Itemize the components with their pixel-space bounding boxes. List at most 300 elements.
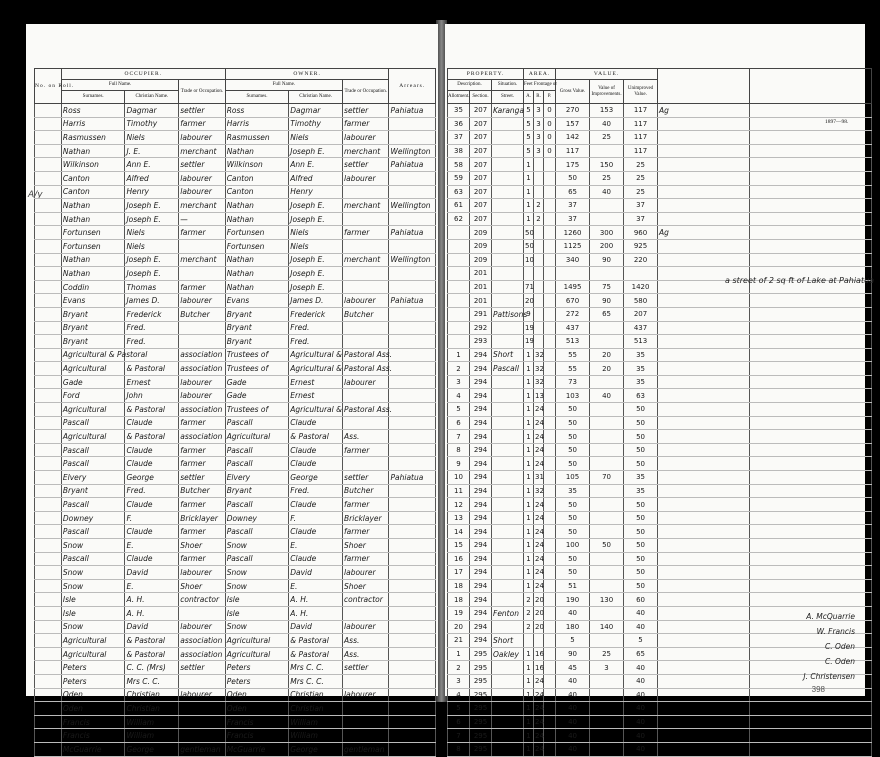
- table-row: [448, 307, 872, 321]
- table-row: [448, 131, 872, 145]
- table-row: [35, 171, 436, 185]
- arrears-cell: [389, 321, 436, 335]
- area-r-cell: 24: [534, 525, 544, 539]
- section-cell: 207: [470, 199, 492, 213]
- table-row: [448, 702, 872, 716]
- occupier-christian-name: William: [125, 715, 179, 729]
- section-cell: 294: [470, 498, 492, 512]
- street-cell: [492, 253, 524, 267]
- allotment-cell: 21: [448, 634, 470, 648]
- roll-number: [35, 117, 62, 131]
- occupier-surname: Isle: [61, 593, 125, 607]
- unimproved-value-cell: 60: [624, 593, 658, 607]
- note-cell: [658, 702, 750, 716]
- street-cell: [492, 443, 524, 457]
- area-r-cell: 32: [534, 484, 544, 498]
- unimproved-value-cell: 50: [624, 416, 658, 430]
- improvements-value-cell: 65: [590, 307, 624, 321]
- tick-cell: [750, 348, 872, 362]
- tick-cell: [750, 443, 872, 457]
- occupier-trade: association: [179, 647, 225, 661]
- area-r-cell: 24: [534, 443, 544, 457]
- roll-number: [35, 620, 62, 634]
- occupier-christian-name: C. C. (Mrs): [125, 661, 179, 675]
- owner-surname: Evans: [225, 294, 289, 308]
- owner-trade: [343, 674, 389, 688]
- owner-trade: Bricklayer: [343, 511, 389, 525]
- occupier-surname: Ross: [61, 104, 125, 118]
- table-row: [35, 688, 436, 702]
- owner-surname: Agricultural: [225, 647, 289, 661]
- area-p-cell: [544, 647, 556, 661]
- occupier-trade: settler: [179, 158, 225, 172]
- area-p-cell: [544, 715, 556, 729]
- area-p-cell: [544, 742, 556, 756]
- area-r-cell: 32: [534, 375, 544, 389]
- section-cell: 207: [470, 171, 492, 185]
- unimproved-value-cell: 960: [624, 226, 658, 240]
- section-cell: 294: [470, 525, 492, 539]
- area-r-cell: [534, 185, 544, 199]
- occupier-trade: settler: [179, 471, 225, 485]
- owner-christian-name: George: [289, 471, 343, 485]
- note-cell: [658, 199, 750, 213]
- table-row: [448, 253, 872, 267]
- occupier-christian-name: Alfred: [125, 171, 179, 185]
- area-a-cell: 1: [524, 158, 534, 172]
- area-p-cell: 0: [544, 131, 556, 145]
- occupier-trade: farmer: [179, 117, 225, 131]
- occupier-surname: Gade: [61, 375, 125, 389]
- area-a-cell: 1: [524, 212, 534, 226]
- gross-value-cell: 1125: [556, 239, 590, 253]
- improvements-value-cell: [590, 199, 624, 213]
- col-allotment: Allotment.: [448, 91, 470, 104]
- area-p-cell: [544, 307, 556, 321]
- table-row: [35, 267, 436, 281]
- arrears-cell: Pahiatua: [389, 226, 436, 240]
- section-cell: 294: [470, 430, 492, 444]
- area-p-cell: [544, 403, 556, 417]
- area-a-cell: 5: [524, 117, 534, 131]
- area-r-cell: [534, 634, 544, 648]
- area-a-cell: 1: [524, 457, 534, 471]
- owner-surname: Trustees of: [225, 403, 289, 417]
- occupier-trade: farmer: [179, 457, 225, 471]
- area-p-cell: [544, 566, 556, 580]
- tick-cell: [750, 362, 872, 376]
- occupier-trade: labourer: [179, 620, 225, 634]
- street-cell: [492, 158, 524, 172]
- improvements-value-cell: [590, 430, 624, 444]
- area-r-cell: [534, 267, 544, 281]
- tick-cell: [750, 566, 872, 580]
- area-a-cell: 10: [524, 253, 534, 267]
- owner-christian-name: Niels: [289, 226, 343, 240]
- unimproved-value-cell: 437: [624, 321, 658, 335]
- table-row: [448, 457, 872, 471]
- table-row: [448, 729, 872, 743]
- roll-number: [35, 661, 62, 675]
- section-cell: 293: [470, 335, 492, 349]
- owner-trade: [343, 321, 389, 335]
- area-p-cell: [544, 226, 556, 240]
- area-a-cell: 1: [524, 171, 534, 185]
- area-r-cell: 24: [534, 416, 544, 430]
- col-year: [750, 69, 872, 104]
- gross-value-cell: 103: [556, 389, 590, 403]
- occupier-christian-name: Claude: [125, 552, 179, 566]
- note-cell: [658, 498, 750, 512]
- section-cell: 295: [470, 729, 492, 743]
- tick-cell: [750, 321, 872, 335]
- gross-value-cell: 55: [556, 362, 590, 376]
- area-p-cell: [544, 185, 556, 199]
- tick-cell: [750, 375, 872, 389]
- owner-surname: Agricultural: [225, 430, 289, 444]
- street-cell: [492, 375, 524, 389]
- col-r: R.: [534, 91, 544, 104]
- col-section: Section.: [470, 91, 492, 104]
- owner-christian-name: Niels: [289, 131, 343, 145]
- table-row: [448, 443, 872, 457]
- owner-trade: Pastoral Ass.: [343, 348, 389, 362]
- tick-cell: [750, 253, 872, 267]
- area-r-cell: 24: [534, 674, 544, 688]
- unimproved-value-cell: 580: [624, 294, 658, 308]
- improvements-value-cell: [590, 144, 624, 158]
- section-cell: 292: [470, 321, 492, 335]
- area-r-cell: 3: [534, 117, 544, 131]
- section-cell: 207: [470, 117, 492, 131]
- owner-trade: Ass.: [343, 634, 389, 648]
- table-row: [448, 484, 872, 498]
- occupier-surname: Bryant: [61, 484, 125, 498]
- occupier-surname: Coddin: [61, 280, 125, 294]
- improvements-value-cell: 130: [590, 593, 624, 607]
- owner-trade: Ass.: [343, 647, 389, 661]
- table-row: [35, 131, 436, 145]
- allotment-cell: 19: [448, 606, 470, 620]
- improvements-value-cell: [590, 634, 624, 648]
- street-cell: Short: [492, 348, 524, 362]
- area-a-cell: 1: [524, 579, 534, 593]
- tick-cell: [750, 729, 872, 743]
- owner-christian-name: Claude: [289, 457, 343, 471]
- table-row: [448, 647, 872, 661]
- occupier-christian-name: David: [125, 620, 179, 634]
- unimproved-value-cell: 40: [624, 606, 658, 620]
- gross-value-cell: 175: [556, 158, 590, 172]
- owner-surname: Fortunsen: [225, 226, 289, 240]
- tick-cell: [750, 715, 872, 729]
- owner-surname: Francis: [225, 729, 289, 743]
- owner-christian-name: Ann E.: [289, 158, 343, 172]
- area-p-cell: [544, 484, 556, 498]
- area-a-cell: 2: [524, 593, 534, 607]
- table-row: [448, 593, 872, 607]
- occupier-christian-name: Henry: [125, 185, 179, 199]
- arrears-cell: [389, 443, 436, 457]
- occupier-surname: Agricultural: [61, 403, 125, 417]
- owner-trade: [343, 457, 389, 471]
- note-cell: [658, 579, 750, 593]
- owner-trade: Shoer: [343, 539, 389, 553]
- area-p-cell: [544, 239, 556, 253]
- occupier-surname: Bryant: [61, 307, 125, 321]
- header-property: PROPERTY.: [448, 69, 524, 80]
- note-cell: [658, 674, 750, 688]
- area-r-cell: 24: [534, 457, 544, 471]
- area-r-cell: 24: [534, 729, 544, 743]
- area-a-cell: 9: [524, 307, 534, 321]
- side-note: a street of 2 sq ft of Lake at Pahiatua: [725, 276, 875, 285]
- occupier-christian-name: A. H.: [125, 606, 179, 620]
- col-no-on-roll: No. on Roll.: [35, 69, 62, 104]
- improvements-value-cell: 40: [590, 117, 624, 131]
- unimproved-value-cell: 25: [624, 158, 658, 172]
- owner-trade: [343, 185, 389, 199]
- occupier-trade: labourer: [179, 185, 225, 199]
- right-table-body: [448, 104, 875, 757]
- owner-christian-name: & Pastoral: [289, 647, 343, 661]
- occupier-surname: Pascall: [61, 552, 125, 566]
- owner-trade: settler: [343, 661, 389, 675]
- owner-surname: Agricultural: [225, 634, 289, 648]
- col-street: Street.: [492, 91, 524, 104]
- occupier-surname: Agricultural: [61, 634, 125, 648]
- allotment-cell: 11: [448, 484, 470, 498]
- table-row: [35, 185, 436, 199]
- occupier-surnames: Surnames.: [61, 91, 125, 104]
- gross-value-cell: 55: [556, 348, 590, 362]
- area-r-cell: 24: [534, 702, 544, 716]
- tick-cell: [750, 552, 872, 566]
- owner-christian: Christian Name.: [289, 91, 343, 104]
- unimproved-value-cell: 117: [624, 144, 658, 158]
- owner-full-name: Full Name.: [225, 80, 342, 91]
- owner-christian-name: Agricultural &: [289, 362, 343, 376]
- roll-number: [35, 104, 62, 118]
- gross-value-cell: 50: [556, 552, 590, 566]
- allotment-cell: 3: [448, 674, 470, 688]
- roll-number: [35, 389, 62, 403]
- arrears-cell: [389, 362, 436, 376]
- arrears-cell: [389, 375, 436, 389]
- roll-number: [35, 593, 62, 607]
- arrears-cell: [389, 606, 436, 620]
- area-p-cell: [544, 253, 556, 267]
- gross-value-cell: [556, 267, 590, 281]
- gross-value-cell: 50: [556, 403, 590, 417]
- roll-number: [35, 267, 62, 281]
- arrears-cell: [389, 511, 436, 525]
- table-row: [448, 362, 872, 376]
- header-occupier: OCCUPIER.: [61, 69, 225, 80]
- note-cell: [658, 253, 750, 267]
- unimproved-value-cell: 117: [624, 131, 658, 145]
- street-cell: Pattisons: [492, 307, 524, 321]
- roll-number: [35, 362, 62, 376]
- table-row: [35, 742, 436, 756]
- roll-number: [35, 484, 62, 498]
- occupier-trade: labourer: [179, 131, 225, 145]
- allotment-cell: 18: [448, 593, 470, 607]
- unimproved-value-cell: 40: [624, 702, 658, 716]
- owner-trade: farmer: [343, 443, 389, 457]
- street-cell: [492, 579, 524, 593]
- area-a-cell: 1: [524, 525, 534, 539]
- occupier-trade: Trade or Occupation.: [179, 80, 225, 104]
- owner-surname: Pascall: [225, 525, 289, 539]
- tick-cell: [750, 430, 872, 444]
- owner-trade: labourer: [343, 566, 389, 580]
- area-a-cell: 5: [524, 144, 534, 158]
- arrears-cell: [389, 702, 436, 716]
- table-row: [35, 362, 436, 376]
- area-a-cell: 5: [524, 131, 534, 145]
- gross-value-cell: 40: [556, 702, 590, 716]
- occupier-christian-name: F.: [125, 511, 179, 525]
- allotment-cell: 15: [448, 539, 470, 553]
- note-cell: [658, 457, 750, 471]
- table-row: [35, 348, 436, 362]
- area-p-cell: [544, 511, 556, 525]
- occupier-trade: contractor: [179, 593, 225, 607]
- street-cell: Karanga: [492, 104, 524, 118]
- table-row: [448, 158, 872, 172]
- note-cell: [658, 484, 750, 498]
- allotment-cell: 8: [448, 443, 470, 457]
- area-a-cell: 1: [524, 375, 534, 389]
- occupier-trade: farmer: [179, 443, 225, 457]
- gross-value-cell: 90: [556, 647, 590, 661]
- tick-cell: [750, 511, 872, 525]
- allotment-cell: 6: [448, 715, 470, 729]
- allotment-cell: 2: [448, 362, 470, 376]
- gross-value-cell: 142: [556, 131, 590, 145]
- allotment-cell: [448, 321, 470, 335]
- street-cell: [492, 185, 524, 199]
- area-a-cell: 1: [524, 647, 534, 661]
- header-owner: OWNER.: [225, 69, 389, 80]
- arrears-cell: [389, 688, 436, 702]
- owner-christian-name: Agricultural &: [289, 348, 343, 362]
- gross-value-cell: 40: [556, 674, 590, 688]
- roll-number: [35, 158, 62, 172]
- owner-trade: [343, 416, 389, 430]
- area-r-cell: 24: [534, 430, 544, 444]
- owner-trade: merchant: [343, 144, 389, 158]
- owner-christian-name: Mrs C. C.: [289, 674, 343, 688]
- roll-number: [35, 226, 62, 240]
- owner-christian-name: Ernest: [289, 389, 343, 403]
- table-row: [35, 593, 436, 607]
- gross-value-cell: 437: [556, 321, 590, 335]
- gross-value-cell: 340: [556, 253, 590, 267]
- allotment-cell: 5: [448, 403, 470, 417]
- owner-trade: [343, 702, 389, 716]
- owner-surname: Nathan: [225, 253, 289, 267]
- note-cell: Ag: [658, 226, 750, 240]
- owner-surname: Oden: [225, 688, 289, 702]
- note-cell: [658, 647, 750, 661]
- note-cell: [658, 688, 750, 702]
- owner-christian-name: Christian: [289, 702, 343, 716]
- table-row: [448, 498, 872, 512]
- table-row: [35, 104, 436, 118]
- table-row: [35, 158, 436, 172]
- arrears-cell: [389, 403, 436, 417]
- section-cell: 294: [470, 511, 492, 525]
- improvements-value-cell: [590, 525, 624, 539]
- area-p-cell: [544, 539, 556, 553]
- street-cell: [492, 321, 524, 335]
- owner-trade: labourer: [343, 375, 389, 389]
- roll-number: [35, 579, 62, 593]
- unimproved-value-cell: 220: [624, 253, 658, 267]
- table-row: [448, 185, 872, 199]
- street-cell: [492, 144, 524, 158]
- owner-trade: Pastoral Ass.: [343, 362, 389, 376]
- unimproved-value-cell: 50: [624, 525, 658, 539]
- owner-christian-name: Joseph E.: [289, 199, 343, 213]
- note-cell: [658, 348, 750, 362]
- owner-christian-name: E.: [289, 579, 343, 593]
- unimproved-value-cell: 50: [624, 443, 658, 457]
- table-row: [35, 457, 436, 471]
- improvements-value-cell: 300: [590, 226, 624, 240]
- section-cell: 295: [470, 661, 492, 675]
- roll-number: [35, 131, 62, 145]
- owner-surname: Peters: [225, 661, 289, 675]
- owner-trade: labourer: [343, 171, 389, 185]
- unimproved-value-cell: 50: [624, 566, 658, 580]
- arrears-cell: [389, 552, 436, 566]
- tick-cell: [750, 389, 872, 403]
- owner-surname: Harris: [225, 117, 289, 131]
- allotment-cell: 38: [448, 144, 470, 158]
- section-cell: 201: [470, 267, 492, 281]
- allotment-cell: 62: [448, 212, 470, 226]
- improvements-value-cell: [590, 375, 624, 389]
- area-r-cell: [534, 158, 544, 172]
- area-p-cell: [544, 416, 556, 430]
- allotment-cell: 4: [448, 688, 470, 702]
- table-row: [448, 525, 872, 539]
- occupier-surname: Pascall: [61, 416, 125, 430]
- improvements-value-cell: 200: [590, 239, 624, 253]
- allotment-cell: [448, 239, 470, 253]
- arrears-cell: [389, 742, 436, 756]
- section-cell: 294: [470, 593, 492, 607]
- area-p-cell: [544, 593, 556, 607]
- owner-christian-name: David: [289, 566, 343, 580]
- allotment-cell: 16: [448, 552, 470, 566]
- unimproved-value-cell: 37: [624, 199, 658, 213]
- section-cell: 294: [470, 362, 492, 376]
- arrears-cell: [389, 430, 436, 444]
- roll-number: [35, 566, 62, 580]
- allotment-cell: 9: [448, 457, 470, 471]
- unimproved-value-cell: 1420: [624, 280, 658, 294]
- owner-christian-name: Joseph E.: [289, 253, 343, 267]
- occupier-christian-name: George: [125, 471, 179, 485]
- allotment-cell: 14: [448, 525, 470, 539]
- tick-cell: [750, 212, 872, 226]
- improvements-value-cell: [590, 715, 624, 729]
- note-cell: [658, 131, 750, 145]
